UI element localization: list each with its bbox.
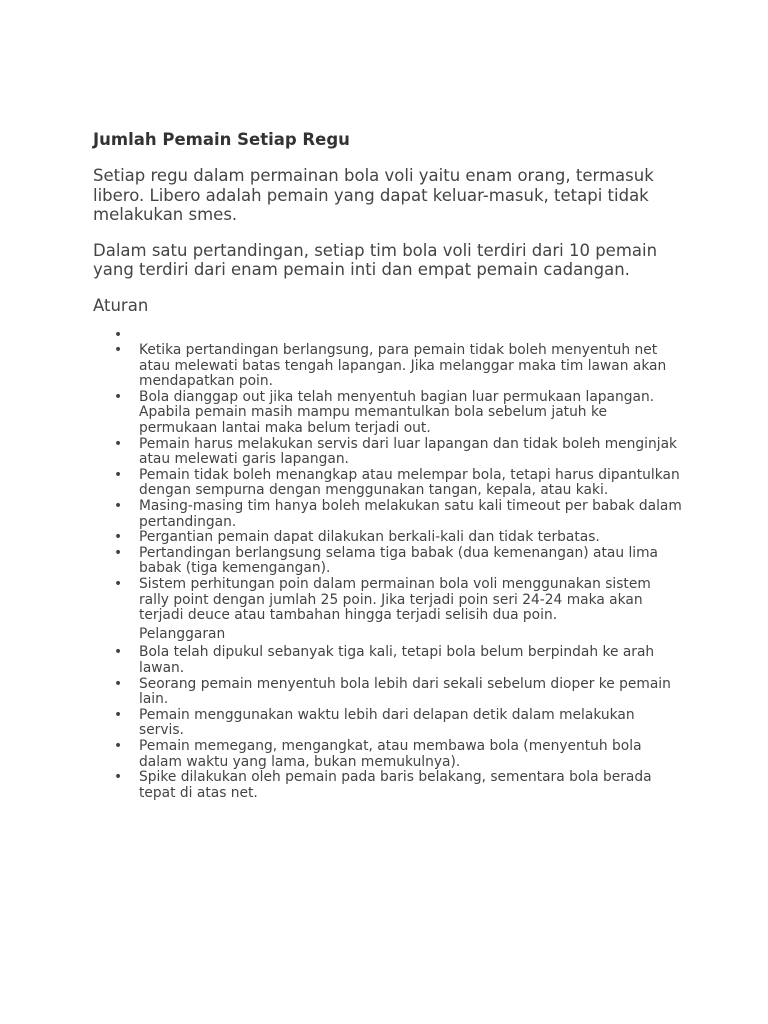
violation-text: Pemain memegang, mengangkat, atau membawa bola (menyentuh bola dalam waktu yang lama, bukan memukulnya).	[139, 737, 642, 770]
list-item	[114, 435, 683, 468]
list-item	[114, 544, 683, 577]
list-item	[114, 466, 683, 499]
list-item	[114, 737, 683, 770]
list-item	[114, 388, 683, 437]
paragraph-squad-composition: Dalam satu pertandingan, setiap tim bola voli terdiri dari 10 pemain yang terdiri dari enam pemain inti dan empat pemain cadangan.	[93, 240, 658, 279]
bullet-icon: •	[114, 675, 123, 692]
bullet-icon: •	[114, 466, 123, 483]
violations-heading: Pelanggaran	[139, 625, 226, 642]
rule-text: Pemain tidak boleh menangkap atau melempar bola, tetapi harus dipantulkan dengan sempurna dengan menggunakan tangan, kepala, atau kaki.	[139, 466, 680, 499]
rule-text: Masing-masing tim hanya boleh melakukan satu kali timeout per babak dalam pertandingan.	[139, 498, 682, 530]
violation-text: Pemain menggunakan waktu lebih dari delapan detik dalam melakukan servis.	[139, 706, 635, 739]
bullet-icon: •	[114, 388, 123, 405]
list-item	[114, 769, 683, 801]
violations-list	[93, 645, 683, 801]
list-item	[114, 529, 683, 546]
document-page	[93, 128, 683, 801]
bullet-icon: •	[114, 342, 123, 359]
rules-heading: Aturan	[93, 295, 149, 315]
rule-text: Sistem perhitungan poin dalam permainan bola voli menggunakan sistem rally point dengan jumlah 25 poin. Jika terjadi poin seri 24-24 maka akan terjadi deuce atau tambahan hingga terjadi selisih dua poin.	[139, 576, 651, 624]
list-item	[114, 706, 683, 739]
violation-text: Seorang pemain menyentuh bola lebih dari sekali sebelum dioper ke pemain lain.	[139, 675, 671, 708]
bullet-icon: •	[114, 737, 123, 754]
rule-text: Pemain harus melakukan servis dari luar lapangan dan tidak boleh menginjak atau melewati garis lapangan.	[139, 435, 678, 468]
bullet-icon: •	[114, 576, 123, 592]
list-item	[114, 576, 683, 624]
bullet-icon: •	[114, 435, 123, 452]
bullet-icon: •	[114, 498, 123, 515]
bullet-icon: •	[114, 769, 123, 786]
page-title: Jumlah Pemain Setiap Regu	[93, 130, 350, 149]
empty-list-item	[114, 326, 683, 344]
rule-text: Pergantian pemain dapat dilakukan berkali-kali dan tidak terbatas.	[139, 529, 600, 546]
rule-text: Bola dianggap out jika telah menyentuh bagian luar permukaan lapangan. Apabila pemain masih mampu memantulkan bola sebelum jatuh ke permukaan lantai maka belum terjadi out.	[139, 388, 655, 437]
paragraph-team-size: Setiap regu dalam permainan bola voli yaitu enam orang, termasuk libero. Libero adalah pemain yang dapat keluar-masuk, tetapi tidak melakukan smes.	[93, 166, 654, 224]
rule-text: Pertandingan berlangsung selama tiga babak (dua kemenangan) atau lima babak (tiga kemengangan).	[139, 544, 659, 577]
violation-text: Bola telah dipukul sebanyak tiga kali, tetapi bola belum berpindah ke arah lawan.	[139, 644, 655, 676]
list-item	[114, 498, 683, 530]
bullet-icon: •	[114, 529, 123, 546]
bullet-icon: •	[114, 544, 123, 561]
list-item	[114, 644, 683, 676]
list-item	[114, 675, 683, 708]
rules-list	[93, 328, 683, 624]
bullet-icon: •	[114, 326, 123, 343]
bullet-icon: •	[114, 644, 123, 661]
rule-text: Ketika pertandingan berlangsung, para pemain tidak boleh menyentuh net atau melewati batas tengah lapangan. Jika melanggar maka tim lawan akan mendapatkan poin.	[139, 342, 667, 390]
violation-text: Spike dilakukan oleh pemain pada baris belakang, sementara bola berada tepat di atas net.	[139, 769, 652, 801]
bullet-icon: •	[114, 706, 123, 723]
list-item	[114, 342, 683, 390]
